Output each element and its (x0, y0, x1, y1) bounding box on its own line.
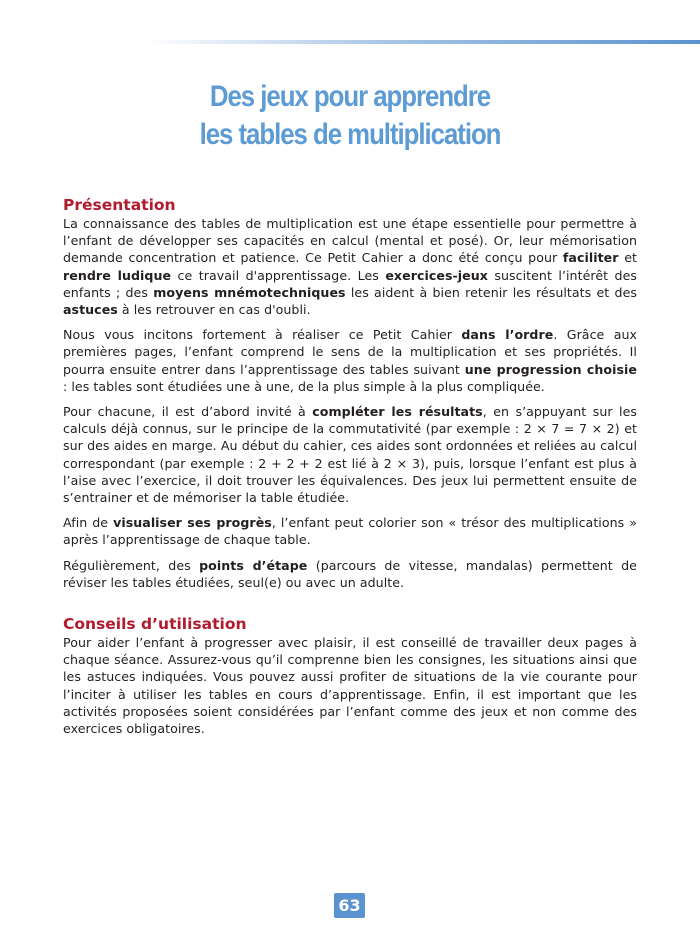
emphasis-text: points d’étape (199, 557, 308, 573)
page-title-line-1: Des jeux pour apprendre (209, 80, 491, 113)
emphasis-text: rendre ludique (63, 267, 172, 283)
emphasis-text: visualiser ses progrès (113, 515, 272, 531)
emphasis-text: faciliter (562, 250, 619, 266)
section-heading-conseils: Conseils d’utilisation (63, 615, 247, 634)
emphasis-text: une progression choisie (464, 361, 637, 377)
page-title (49, 78, 651, 154)
paragraph: Régulièrement, des points d’étape (parcours de vitesse, mandalas) permettent de réviser les tables étudiées, seul(e) ou avec un adulte. (63, 557, 637, 590)
paragraph: La connaissance des tables de multiplication est une étape essentielle pour permettre à l’enfant de développer ses capacités en calcul (mental et posé). Or, leur mémorisation demande concentration et patience. Ce Petit Cahier a donc été conçu pour faciliter et rendre ludique ce travail d'apprentissage. Les exercices-jeux suscitent l’intérêt des enfants ; des moyens mnémotechniques les aident à bien retenir les résultats et des astuces à les retrouver en cas d'oubli. (63, 216, 638, 318)
paragraph: Afin de visualiser ses progrès, l’enfant peut colorier son « trésor des multiplications » après l’apprentissage de chaque table. (63, 515, 637, 548)
emphasis-text: exercices-jeux (385, 267, 488, 283)
paragraph: Nous vous incitons fortement à réaliser ce Petit Cahier dans l’ordre. Grâce aux premières pages, l’enfant comprend le sens de la multiplication et ses propriétés. Il pourra ensuite entrer dans l’apprentissage des tables suivant une progression choisie : les tables sont étudiées une à une, de la plus simple à la plus compliquée. (63, 327, 637, 394)
section-presentation (63, 196, 637, 591)
page-number-badge: 63 (334, 893, 365, 918)
emphasis-text: dans l’ordre (461, 327, 554, 343)
paragraph: Pour chacune, il est d’abord invité à compléter les résultats, en s’appuyant sur les calculs déjà connus, sur le principe de la commutativité (par exemple : 2 × 7 = 7 × 2) et sur des aides en marge. Au début du cahier, ces aides sont ordonnées et reliées au calcul correspondant (par exemple : 2 + 2 + 2 est lié à 2 × 3), puis, lorsque l’enfant est plus à l’aise avec l’exercice, il doit trouver les équivalences. Des jeux lui permettent ensuite de s’entrainer et de mémoriser la table étudiée. (63, 404, 637, 506)
section-heading-presentation: Présentation (63, 196, 176, 214)
emphasis-text: moyens mnémotechniques (153, 284, 346, 300)
emphasis-text: compléter les résultats (312, 404, 483, 420)
paragraph: Pour aider l’enfant à progresser avec plaisir, il est conseillé de travailler deux pages à chaque séance. Assurez-vous qu’il comprenne bien les consignes, les situations ainsi que les astuces indiquées. Vous pouvez aussi profiter de situations de la vie courante pour l’inciter à utiliser les tables en cours d’apprentissage. Enfin, il est important que les activités proposées soient considérées par l’enfant comme des jeux et non comme des exercices obligatoires. (63, 635, 637, 737)
section-conseils (63, 615, 637, 737)
page-title-line-2: les tables de multiplication (199, 118, 501, 151)
emphasis-text: astuces (63, 302, 118, 318)
page-content (63, 196, 637, 745)
decorative-gradient-bar (145, 40, 700, 44)
